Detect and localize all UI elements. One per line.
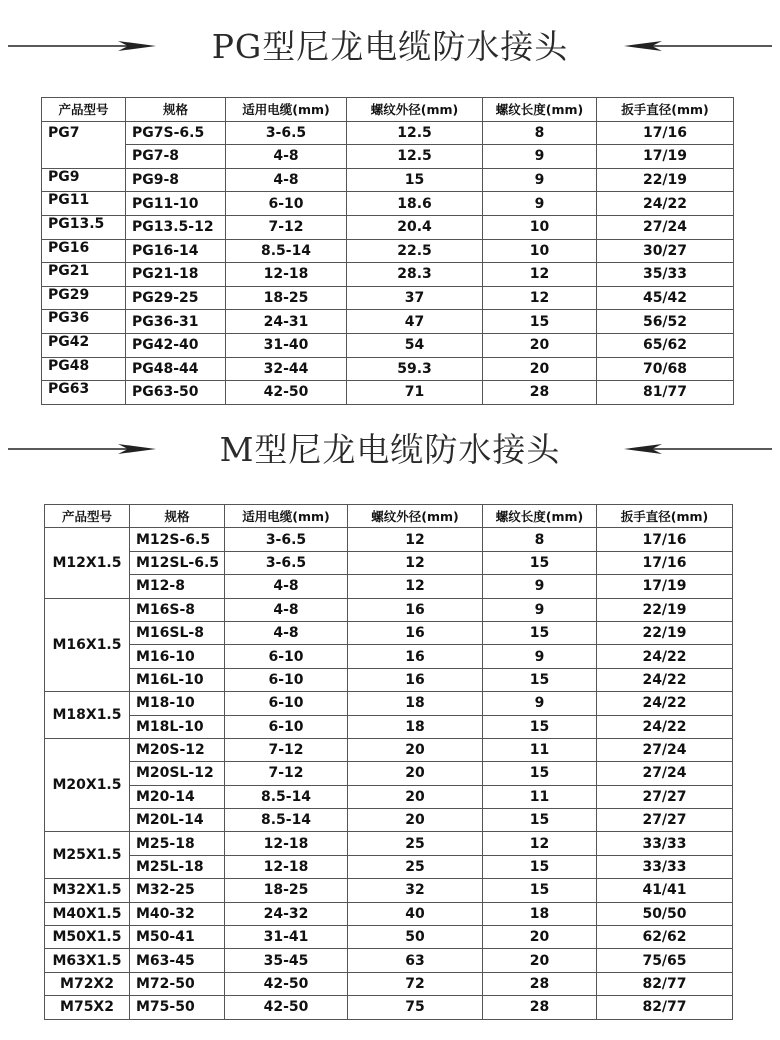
value-cell: 24/22 [597, 715, 733, 738]
spec-cell: M20L-14 [130, 809, 225, 832]
arrow-left-icon [622, 38, 772, 54]
table-row [42, 333, 734, 357]
spec-cell: PG36-31 [126, 310, 226, 334]
spec-cell: PG11-10 [126, 192, 226, 216]
value-cell: 25 [348, 832, 483, 855]
column-header: 适用电缆(mm) [226, 98, 347, 122]
value-cell: 15 [483, 668, 597, 691]
value-cell: 22.5 [347, 239, 483, 263]
value-cell: 6-10 [225, 645, 348, 668]
value-cell: 3-6.5 [225, 551, 348, 574]
value-cell: 75 [348, 996, 483, 1019]
model-cell: PG48 [42, 357, 126, 381]
model-cell: PG42 [42, 333, 126, 357]
value-cell: 17/19 [597, 145, 734, 169]
arrow-left-icon [622, 441, 772, 457]
value-cell: 35/33 [597, 263, 734, 287]
value-cell: 12 [348, 575, 483, 598]
value-cell: 15 [483, 310, 597, 334]
table-row [45, 855, 733, 878]
value-cell: 15 [483, 855, 597, 878]
value-cell: 59.3 [347, 357, 483, 381]
model-cell: PG13.5 [42, 215, 126, 239]
spec-cell: M16L-10 [130, 668, 225, 691]
column-header: 螺纹外径(mm) [347, 98, 483, 122]
value-cell: 18 [483, 902, 597, 925]
value-cell: 82/77 [597, 972, 733, 995]
value-cell: 22/19 [597, 598, 733, 621]
model-cell: M32X1.5 [45, 879, 130, 902]
value-cell: 42-50 [225, 972, 348, 995]
table-row [45, 879, 733, 902]
value-cell: 33/33 [597, 832, 733, 855]
value-cell: 20 [348, 738, 483, 761]
value-cell: 16 [348, 668, 483, 691]
table-row [45, 809, 733, 832]
value-cell: 28.3 [347, 263, 483, 287]
value-cell: 71 [347, 381, 483, 405]
spec-cell: M25L-18 [130, 855, 225, 878]
value-cell: 15 [483, 809, 597, 832]
spec-cell: PG21-18 [126, 263, 226, 287]
value-cell: 37 [347, 286, 483, 310]
value-cell: 17/16 [597, 528, 733, 551]
value-cell: 9 [483, 692, 597, 715]
value-cell: 54 [347, 333, 483, 357]
value-cell: 63 [348, 949, 483, 972]
spec-cell: M16-10 [130, 645, 225, 668]
value-cell: 20 [348, 809, 483, 832]
column-header: 螺纹外径(mm) [348, 505, 483, 528]
value-cell: 15 [483, 879, 597, 902]
m-spec-table [44, 504, 733, 1020]
model-cell: M25X1.5 [45, 832, 130, 879]
pg-spec-table [41, 97, 734, 405]
value-cell: 56/52 [597, 310, 734, 334]
value-cell: 9 [483, 192, 597, 216]
model-cell: PG16 [42, 239, 126, 263]
spec-cell: M63-45 [130, 949, 225, 972]
value-cell: 12-18 [225, 855, 348, 878]
value-cell: 6-10 [226, 192, 347, 216]
spec-cell: M12SL-6.5 [130, 551, 225, 574]
spec-cell: PG13.5-12 [126, 215, 226, 239]
value-cell: 33/33 [597, 855, 733, 878]
table-row [45, 832, 733, 855]
value-cell: 28 [483, 381, 597, 405]
value-cell: 20 [348, 762, 483, 785]
value-cell: 20 [483, 357, 597, 381]
value-cell: 62/62 [597, 926, 733, 949]
spec-cell: PG29-25 [126, 286, 226, 310]
value-cell: 32-44 [226, 357, 347, 381]
value-cell: 12 [483, 832, 597, 855]
value-cell: 22/19 [597, 168, 734, 192]
spec-cell: M25-18 [130, 832, 225, 855]
value-cell: 6-10 [225, 668, 348, 691]
value-cell: 8.5-14 [225, 809, 348, 832]
table-row [45, 902, 733, 925]
column-header: 产品型号 [42, 98, 126, 122]
spec-cell: M32-25 [130, 879, 225, 902]
column-header: 适用电缆(mm) [225, 505, 348, 528]
table-row [45, 551, 733, 574]
value-cell: 20 [483, 926, 597, 949]
model-cell: PG21 [42, 263, 126, 287]
value-cell: 10 [483, 215, 597, 239]
table-row [45, 926, 733, 949]
value-cell: 17/19 [597, 575, 733, 598]
value-cell: 18 [348, 692, 483, 715]
table-row [45, 692, 733, 715]
value-cell: 20.4 [347, 215, 483, 239]
pg-section-title: PG型尼龙电缆防水接头 [211, 27, 569, 66]
spec-cell: PG42-40 [126, 333, 226, 357]
spec-cell: PG63-50 [126, 381, 226, 405]
table-row [42, 215, 734, 239]
value-cell: 7-12 [226, 215, 347, 239]
value-cell: 15 [483, 551, 597, 574]
value-cell: 70/68 [597, 357, 734, 381]
value-cell: 20 [483, 333, 597, 357]
table-row [42, 286, 734, 310]
table-row [45, 575, 733, 598]
spec-cell: M16S-8 [130, 598, 225, 621]
value-cell: 24-32 [225, 902, 348, 925]
table-row [42, 310, 734, 334]
value-cell: 8 [483, 121, 597, 145]
value-cell: 28 [483, 972, 597, 995]
spec-cell: M72-50 [130, 972, 225, 995]
spec-cell: M40-32 [130, 902, 225, 925]
value-cell: 12 [348, 551, 483, 574]
table-header-row [45, 505, 733, 528]
value-cell: 3-6.5 [225, 528, 348, 551]
table-row [45, 972, 733, 995]
value-cell: 72 [348, 972, 483, 995]
model-cell: PG36 [42, 310, 126, 334]
value-cell: 12 [348, 528, 483, 551]
value-cell: 24/22 [597, 692, 733, 715]
column-header: 规格 [130, 505, 225, 528]
value-cell: 27/24 [597, 738, 733, 761]
value-cell: 10 [483, 239, 597, 263]
value-cell: 12.5 [347, 121, 483, 145]
value-cell: 28 [483, 996, 597, 1019]
table-row [45, 949, 733, 972]
model-cell: PG29 [42, 286, 126, 310]
column-header: 螺纹长度(mm) [483, 98, 597, 122]
value-cell: 15 [483, 762, 597, 785]
value-cell: 24-31 [226, 310, 347, 334]
model-cell: M40X1.5 [45, 902, 130, 925]
spec-cell: M20-14 [130, 785, 225, 808]
table-header-row [42, 98, 734, 122]
value-cell: 17/16 [597, 121, 734, 145]
value-cell: 42-50 [226, 381, 347, 405]
value-cell: 12-18 [226, 263, 347, 287]
value-cell: 9 [483, 145, 597, 169]
model-cell: M75X2 [45, 996, 130, 1019]
spec-cell: M18-10 [130, 692, 225, 715]
table-row [45, 785, 733, 808]
value-cell: 7-12 [225, 762, 348, 785]
value-cell: 9 [483, 168, 597, 192]
model-cell: M50X1.5 [45, 926, 130, 949]
value-cell: 24/22 [597, 192, 734, 216]
value-cell: 25 [348, 855, 483, 878]
value-cell: 11 [483, 785, 597, 808]
value-cell: 20 [483, 949, 597, 972]
value-cell: 82/77 [597, 996, 733, 1019]
value-cell: 12-18 [225, 832, 348, 855]
value-cell: 45/42 [597, 286, 734, 310]
model-cell: PG7 [42, 121, 126, 168]
value-cell: 16 [348, 645, 483, 668]
table-row [45, 621, 733, 644]
value-cell: 12 [483, 263, 597, 287]
model-cell: M18X1.5 [45, 692, 130, 739]
value-cell: 15 [347, 168, 483, 192]
m-section-title: M型尼龙电缆防水接头 [219, 430, 561, 469]
value-cell: 18 [348, 715, 483, 738]
model-cell: M63X1.5 [45, 949, 130, 972]
table-row [42, 381, 734, 405]
value-cell: 35-45 [225, 949, 348, 972]
spec-cell: PG9-8 [126, 168, 226, 192]
spec-cell: M12-8 [130, 575, 225, 598]
value-cell: 27/27 [597, 785, 733, 808]
value-cell: 12 [483, 286, 597, 310]
table-row [45, 598, 733, 621]
column-header: 扳手直径(mm) [597, 98, 734, 122]
value-cell: 15 [483, 621, 597, 644]
value-cell: 31-40 [226, 333, 347, 357]
value-cell: 50/50 [597, 902, 733, 925]
table-row [45, 738, 733, 761]
spec-cell: M50-41 [130, 926, 225, 949]
value-cell: 20 [348, 785, 483, 808]
value-cell: 8 [483, 528, 597, 551]
value-cell: 40 [348, 902, 483, 925]
model-cell: M20X1.5 [45, 738, 130, 832]
value-cell: 50 [348, 926, 483, 949]
value-cell: 24/22 [597, 645, 733, 668]
table-row [42, 239, 734, 263]
value-cell: 47 [347, 310, 483, 334]
model-cell: PG9 [42, 168, 126, 192]
spec-cell: PG7-8 [126, 145, 226, 169]
value-cell: 18.6 [347, 192, 483, 216]
value-cell: 16 [348, 621, 483, 644]
table-row [42, 145, 734, 169]
value-cell: 15 [483, 715, 597, 738]
value-cell: 12.5 [347, 145, 483, 169]
spec-cell: M12S-6.5 [130, 528, 225, 551]
table-row [42, 357, 734, 381]
value-cell: 6-10 [225, 692, 348, 715]
spec-cell: M18L-10 [130, 715, 225, 738]
column-header: 规格 [126, 98, 226, 122]
value-cell: 42-50 [225, 996, 348, 1019]
value-cell: 11 [483, 738, 597, 761]
spec-cell: M16SL-8 [130, 621, 225, 644]
model-cell: PG11 [42, 192, 126, 216]
value-cell: 27/24 [597, 762, 733, 785]
table-row [45, 668, 733, 691]
value-cell: 31-41 [225, 926, 348, 949]
value-cell: 4-8 [225, 575, 348, 598]
table-row [42, 192, 734, 216]
spec-cell: M20SL-12 [130, 762, 225, 785]
value-cell: 75/65 [597, 949, 733, 972]
table-row [42, 121, 734, 145]
value-cell: 16 [348, 598, 483, 621]
value-cell: 6-10 [225, 715, 348, 738]
spec-cell: PG48-44 [126, 357, 226, 381]
value-cell: 81/77 [597, 381, 734, 405]
table-row [45, 528, 733, 551]
model-cell: PG63 [42, 381, 126, 405]
value-cell: 3-6.5 [226, 121, 347, 145]
value-cell: 9 [483, 575, 597, 598]
column-header: 螺纹长度(mm) [483, 505, 597, 528]
value-cell: 4-8 [225, 621, 348, 644]
spec-cell: M20S-12 [130, 738, 225, 761]
model-cell: M12X1.5 [45, 528, 130, 598]
value-cell: 18-25 [226, 286, 347, 310]
spec-cell: M75-50 [130, 996, 225, 1019]
value-cell: 4-8 [226, 168, 347, 192]
model-cell: M16X1.5 [45, 598, 130, 692]
column-header: 产品型号 [45, 505, 130, 528]
value-cell: 41/41 [597, 879, 733, 902]
table-row [45, 762, 733, 785]
value-cell: 9 [483, 598, 597, 621]
column-header: 扳手直径(mm) [597, 505, 733, 528]
spec-cell: PG16-14 [126, 239, 226, 263]
value-cell: 7-12 [225, 738, 348, 761]
value-cell: 27/27 [597, 809, 733, 832]
value-cell: 17/16 [597, 551, 733, 574]
value-cell: 4-8 [226, 145, 347, 169]
value-cell: 18-25 [225, 879, 348, 902]
table-row [45, 996, 733, 1019]
table-row [45, 645, 733, 668]
value-cell: 32 [348, 879, 483, 902]
value-cell: 65/62 [597, 333, 734, 357]
value-cell: 30/27 [597, 239, 734, 263]
value-cell: 4-8 [225, 598, 348, 621]
table-row [42, 168, 734, 192]
model-cell: M72X2 [45, 972, 130, 995]
spec-cell: PG7S-6.5 [126, 121, 226, 145]
value-cell: 8.5-14 [226, 239, 347, 263]
value-cell: 9 [483, 645, 597, 668]
value-cell: 24/22 [597, 668, 733, 691]
value-cell: 27/24 [597, 215, 734, 239]
table-row [45, 715, 733, 738]
table-row [42, 263, 734, 287]
value-cell: 22/19 [597, 621, 733, 644]
value-cell: 8.5-14 [225, 785, 348, 808]
